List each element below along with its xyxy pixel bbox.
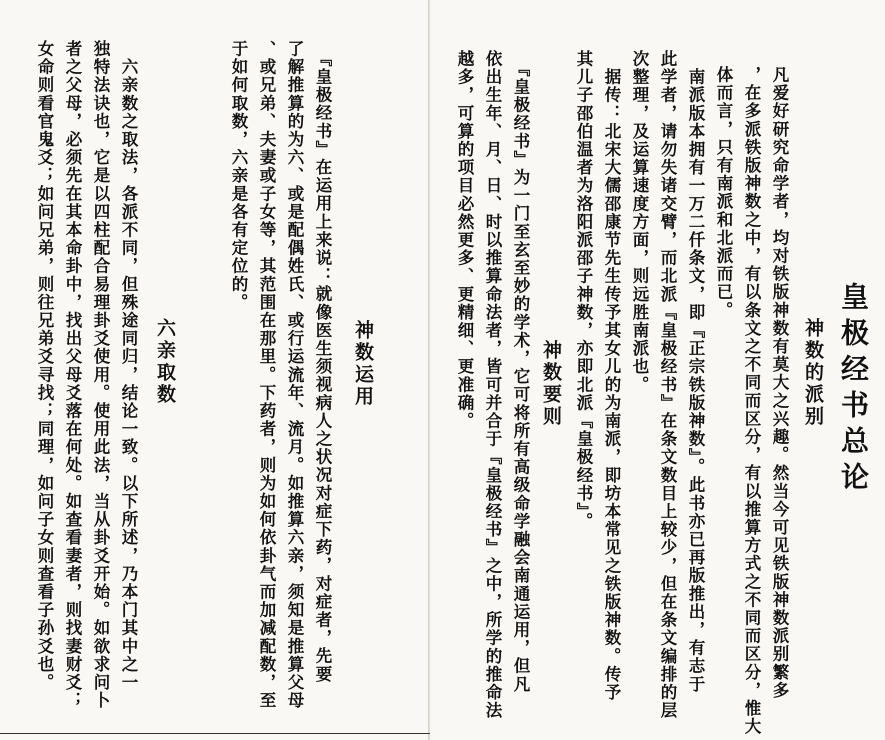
section-heading-application: 神数运用 [352,320,374,408]
para-line: 者之父母，必须先在其本命卦中，找出父母爻落在何处。如查看妻者，则找妻财爻； [63,40,82,710]
para-line: 『皇极经书』为一门至玄至妙的学术，它可将所有高级命学融会南通运用，但凡 [511,50,530,694]
para-line: 了解推算的为六、或是配偶姓氏、或行运流年、流月。如推算六亲，须知是推算父母 [285,40,304,710]
para-line: ，在多派铁版神数之中，有以条文之不同而区分，有以推算方式之不同而区分，惟大 [742,66,761,736]
para-line: 女命则看官鬼爻；如问兄弟，则往兄弟爻寻找；同理，如问子女则查看子孙爻也。 [35,40,54,692]
para-line: 『皇极经书』在运用上来说：就像医生须视病人之状况对症下药，对症者，先要 [313,40,332,684]
para-line: 南派版本拥有一万二仟条文，即『正宗铁版神数』。此书亦已再版推出，有志于 [686,50,705,694]
para-line: 据传：北宋大儒邵康节先生传予其女儿的为南派，即坊本常见之铁版神数。传予 [602,50,621,702]
para-line: 依出生年、月、日、时以推算命法者，皆可并合于『皇极经书』之中，所学的推命法 [483,50,502,720]
para-line: 越多，可算的项目必然更多、更精细、更准确。 [455,50,474,431]
para-line: 体而言，只有南派和北派而已。 [714,66,733,320]
section-heading-six-relatives: 六亲取数 [154,318,176,406]
para-line: 其儿子邵伯温者为洛阳派邵子神数，亦即北派『皇极经书』。 [574,50,593,531]
para-line: 于如何取数，六亲是各有定位的。 [229,40,248,312]
section-heading-schools: 神数的派别 [802,318,824,428]
para-line: 独特法诀也，它是以四柱配合易理卦爻使用。使用此法，当从卦爻开始。如欲求问卜 [91,40,110,710]
para-line: 此学者，请勿失诸交臂，而北派『皇极经书』在条文数目上较少，但在条文编排的层 [658,50,677,720]
para-line: 、或兄弟、夫妻或子女等，其范围在那里。下药者，则为如何依卦气而加减配数，至 [257,40,276,710]
para-line: 次整理，及运算速度方面，则远胜南派也。 [630,50,649,394]
book-spine [428,0,430,740]
para-line: 凡爱好研究命学者，均对铁版神数有莫大之兴趣。然当今可见铁版神数派别繁多 [770,66,789,700]
bottom-rule [0,733,430,734]
page-title: 皇极经书总论 [837,282,870,498]
para-line: 六亲数之取法，各派不同，但殊途同归，结论一致。以下所述，乃本门其中之一 [119,40,138,692]
section-heading-principles: 神数要则 [540,340,562,428]
